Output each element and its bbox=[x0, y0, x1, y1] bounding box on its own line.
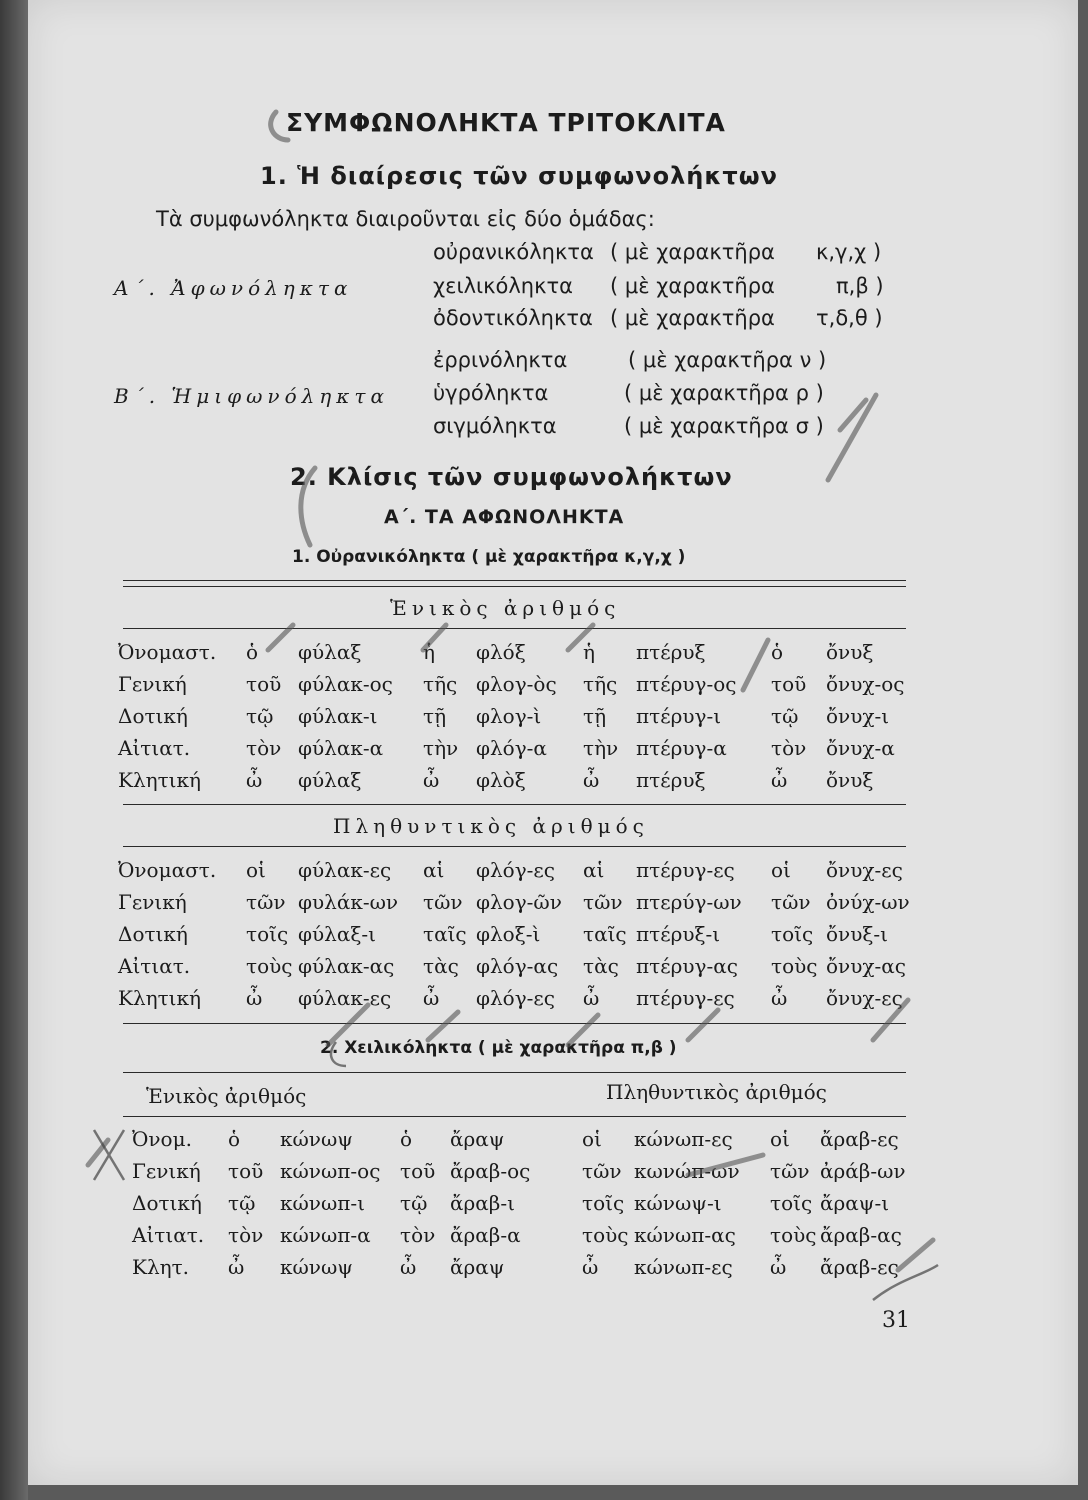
noun-form-cell: φλογ-ὶ bbox=[476, 704, 542, 728]
article-cell: ὁ bbox=[771, 640, 784, 664]
noun-form-cell: πτέρυγ-ος bbox=[636, 672, 737, 696]
article-cell: τοῦ bbox=[771, 672, 807, 696]
case-label: Αἰτιατ. bbox=[132, 1223, 205, 1247]
groupA-label: Α΄. Ἀφωνόληκτα bbox=[114, 276, 353, 300]
noun-form-cell: πτέρυξ-ι bbox=[636, 922, 721, 946]
article-cell: τὸν bbox=[771, 736, 807, 760]
section1-heading: 1. Ἡ διαίρεσις τῶν συμφωνολήκτων bbox=[260, 162, 778, 190]
article-cell: τὸν bbox=[246, 736, 282, 760]
noun-form-cell: φύλακ-α bbox=[298, 736, 384, 760]
noun-form-cell: πτέρυγ-ι bbox=[636, 704, 722, 728]
article-cell: τῷ bbox=[246, 704, 274, 728]
pencil-mark bbox=[840, 400, 866, 430]
groupA-name: χειλικόληκτα bbox=[433, 274, 573, 298]
table1-bottom-rule bbox=[123, 1023, 906, 1024]
noun-form-cell: ἄραβ-ες bbox=[820, 1127, 899, 1151]
noun-form-cell: φλογ-ῶν bbox=[476, 890, 562, 914]
noun-form-cell: ἄραβ-ες bbox=[820, 1255, 899, 1279]
noun-form-cell: φλόγ-ες bbox=[476, 858, 555, 882]
noun-form-cell: κώνωψ bbox=[280, 1255, 353, 1279]
noun-form-cell: φύλακ-ες bbox=[298, 858, 392, 882]
noun-form-cell: κώνωπ-ες bbox=[634, 1255, 733, 1279]
article-cell: ὁ bbox=[228, 1127, 241, 1151]
table1-singular-rule bbox=[123, 628, 906, 629]
groupA-name: ὀδοντικόληκτα bbox=[433, 306, 593, 330]
table1-mid-rule bbox=[123, 804, 906, 805]
noun-form-cell: ὄνυχ-ι bbox=[826, 704, 890, 728]
noun-form-cell: πτέρυγ-ες bbox=[636, 986, 735, 1010]
noun-form-cell: ὄνυχ-ες bbox=[826, 858, 903, 882]
noun-form-cell: κώνωπ-ι bbox=[280, 1191, 366, 1215]
case-label: Ὀνομαστ. bbox=[118, 858, 217, 882]
article-cell: τῷ bbox=[228, 1191, 256, 1215]
case-label: Αἰτιατ. bbox=[118, 954, 191, 978]
noun-form-cell: κώνωψ bbox=[280, 1127, 353, 1151]
article-cell: τῶν bbox=[423, 890, 463, 914]
noun-form-cell: φλόξ bbox=[476, 640, 526, 664]
groupA-chars: τ,δ,θ ) bbox=[816, 306, 883, 330]
groupB-label: Β΄. Ἡμιφωνόληκτα bbox=[114, 384, 389, 408]
noun-form-cell: ὄνυξ-ι bbox=[826, 922, 888, 946]
page-title: ΣΥΜΦΩΝΟΛΗΚΤΑ ΤΡΙΤΟΚΛΙΤΑ bbox=[286, 108, 726, 137]
article-cell: τοῦ bbox=[400, 1159, 436, 1183]
noun-form-cell: ὄνυξ bbox=[826, 640, 874, 664]
article-cell: τῇ bbox=[423, 704, 447, 728]
article-cell: ἡ bbox=[423, 640, 435, 664]
noun-form-cell: πτέρυγ-ας bbox=[636, 954, 738, 978]
article-cell: τῶν bbox=[583, 890, 623, 914]
section2-heading: 2. Κλίσις τῶν συμφωνολήκτων bbox=[290, 463, 733, 491]
noun-form-cell: ἄραβ-α bbox=[450, 1223, 521, 1247]
pencil-cross bbox=[94, 1130, 124, 1180]
article-cell: τοὺς bbox=[582, 1223, 629, 1247]
article-cell: τὴν bbox=[583, 736, 619, 760]
article-cell: ὦ bbox=[246, 768, 263, 792]
article-cell: αἱ bbox=[423, 858, 445, 882]
section1-intro: Τὰ συμφωνόληκτα διαιροῦνται εἰς δύο ὁμάδας: bbox=[156, 207, 655, 231]
table1-caption: 1. Οὐρανικόληκτα ( μὲ χαρακτῆρα κ,γ,χ ) bbox=[292, 547, 686, 567]
article-cell: τὸν bbox=[400, 1223, 436, 1247]
noun-form-cell: φυλάκ-ων bbox=[298, 890, 399, 914]
table1-top-rule bbox=[123, 580, 906, 581]
noun-form-cell: πτερύγ-ων bbox=[636, 890, 742, 914]
noun-form-cell: ὄνυχ-ας bbox=[826, 954, 906, 978]
article-cell: ὦ bbox=[771, 986, 788, 1010]
groupB-desc: ( μὲ χαρακτῆρα ν ) bbox=[628, 348, 827, 372]
article-cell: ὁ bbox=[400, 1127, 413, 1151]
article-cell: τοῖς bbox=[770, 1191, 813, 1215]
groupB-name: ἐρρινόληκτα bbox=[433, 348, 568, 372]
groupA-name: οὐρανικόληκτα bbox=[433, 240, 594, 264]
case-label: Γενική bbox=[132, 1159, 201, 1183]
case-label: Γενική bbox=[118, 672, 187, 696]
noun-form-cell: φύλακ-ας bbox=[298, 954, 395, 978]
article-cell: τῷ bbox=[771, 704, 799, 728]
article-cell: τῇ bbox=[583, 704, 607, 728]
article-cell: ὦ bbox=[582, 1255, 599, 1279]
case-label: Δοτική bbox=[132, 1191, 202, 1215]
article-cell: ὦ bbox=[770, 1255, 787, 1279]
groupB-desc: ( μὲ χαρακτῆρα σ ) bbox=[624, 414, 824, 438]
section2-subheading: Α΄. ΤΑ ΑΦΩΝΟΛΗΚΤΑ bbox=[384, 506, 625, 528]
pencil-mark bbox=[88, 1140, 108, 1165]
noun-form-cell: ὄνυχ-α bbox=[826, 736, 895, 760]
page-number: 31 bbox=[882, 1308, 910, 1333]
table2-caption: 2. Χειλικόληκτα ( μὲ χαρακτῆρα π,β ) bbox=[320, 1038, 677, 1058]
article-cell: τοὺς bbox=[246, 954, 293, 978]
noun-form-cell: κώνωπ-ος bbox=[280, 1159, 381, 1183]
noun-form-cell: φύλακ-ες bbox=[298, 986, 392, 1010]
table1-plural-rule bbox=[123, 846, 906, 847]
article-cell: ὦ bbox=[246, 986, 263, 1010]
table2-header-rule bbox=[123, 1116, 906, 1117]
noun-form-cell: φύλακ-ος bbox=[298, 672, 393, 696]
noun-form-cell: φύλαξ bbox=[298, 768, 362, 792]
article-cell: τὰς bbox=[583, 954, 619, 978]
groupB-desc: ( μὲ χαρακτῆρα ρ ) bbox=[624, 381, 824, 405]
article-cell: ὦ bbox=[423, 768, 440, 792]
article-cell: τῷ bbox=[400, 1191, 428, 1215]
pencil-cross bbox=[94, 1130, 124, 1180]
groupB-name: σιγμόληκτα bbox=[433, 414, 557, 438]
table1-top-rule-2 bbox=[123, 586, 906, 587]
article-cell: ἡ bbox=[583, 640, 595, 664]
article-cell: οἱ bbox=[582, 1127, 602, 1151]
case-label: Ὀνομ. bbox=[132, 1127, 192, 1151]
article-cell: τοῦ bbox=[228, 1159, 264, 1183]
noun-form-cell: κώνωπ-ας bbox=[634, 1223, 736, 1247]
book-spine bbox=[0, 0, 28, 1500]
noun-form-cell: ἄραψ bbox=[450, 1255, 505, 1279]
groupA-chars: κ,γ,χ ) bbox=[816, 240, 882, 264]
table1-plural-label: Πληθυντικὸς ἀριθμός bbox=[333, 814, 649, 838]
noun-form-cell: φλὸξ bbox=[476, 768, 526, 792]
noun-form-cell: φλοξ-ὶ bbox=[476, 922, 541, 946]
case-label: Αἰτιατ. bbox=[118, 736, 191, 760]
article-cell: τῶν bbox=[770, 1159, 810, 1183]
noun-form-cell: φύλακ-ι bbox=[298, 704, 378, 728]
article-cell: ὦ bbox=[228, 1255, 245, 1279]
article-cell: οἱ bbox=[246, 858, 266, 882]
article-cell: τὸν bbox=[228, 1223, 264, 1247]
noun-form-cell: φλογ-ὸς bbox=[476, 672, 557, 696]
table2-singular-label: Ἑνικὸς ἀριθμός bbox=[146, 1084, 307, 1108]
article-cell: τοὺς bbox=[770, 1223, 817, 1247]
case-label: Γενική bbox=[118, 890, 187, 914]
article-cell: τοὺς bbox=[771, 954, 818, 978]
article-cell: αἱ bbox=[583, 858, 605, 882]
table1-singular-label: Ἑνικὸς ἀριθμός bbox=[390, 596, 621, 620]
groupA-chars: π,β ) bbox=[836, 274, 884, 298]
noun-form-cell: ἄραβ-ι bbox=[450, 1191, 515, 1215]
noun-form-cell: κωνώπ-ων bbox=[634, 1159, 740, 1183]
table2-plural-label: Πληθυντικὸς ἀριθμός bbox=[606, 1080, 827, 1104]
case-label: Κλητ. bbox=[132, 1255, 190, 1279]
case-label: Κλητική bbox=[118, 986, 201, 1010]
article-cell: τῶν bbox=[246, 890, 286, 914]
noun-form-cell: ἄραβ-ος bbox=[450, 1159, 531, 1183]
article-cell: ὦ bbox=[771, 768, 788, 792]
article-cell: τοῖς bbox=[771, 922, 814, 946]
noun-form-cell: πτέρυξ bbox=[636, 640, 706, 664]
article-cell: τῆς bbox=[423, 672, 458, 696]
noun-form-cell: πτέρυγ-α bbox=[636, 736, 727, 760]
noun-form-cell: φλόγ-α bbox=[476, 736, 547, 760]
case-label: Δοτική bbox=[118, 922, 188, 946]
noun-form-cell: ἀράβ-ων bbox=[820, 1159, 906, 1183]
article-cell: ὦ bbox=[400, 1255, 417, 1279]
table2-top-rule bbox=[123, 1072, 906, 1073]
article-cell: ὦ bbox=[583, 768, 600, 792]
groupA-desc: ( μὲ χαρακτῆρα bbox=[610, 240, 775, 264]
pencil-mark bbox=[688, 1010, 718, 1040]
noun-form-cell: φύλαξ bbox=[298, 640, 362, 664]
article-cell: τῆς bbox=[583, 672, 618, 696]
article-cell: ὦ bbox=[423, 986, 440, 1010]
article-cell: τοῖς bbox=[582, 1191, 625, 1215]
article-cell: ταῖς bbox=[583, 922, 627, 946]
case-label: Δοτική bbox=[118, 704, 188, 728]
noun-form-cell: φλόγ-ας bbox=[476, 954, 559, 978]
noun-form-cell: ἄραψ-ι bbox=[820, 1191, 890, 1215]
noun-form-cell: ἄραψ bbox=[450, 1127, 505, 1151]
book-page bbox=[28, 0, 1078, 1485]
article-cell: τῶν bbox=[771, 890, 811, 914]
article-cell: ταῖς bbox=[423, 922, 467, 946]
article-cell: τοῦ bbox=[246, 672, 282, 696]
article-cell: ὦ bbox=[583, 986, 600, 1010]
article-cell: οἱ bbox=[770, 1127, 790, 1151]
article-cell: τὰς bbox=[423, 954, 459, 978]
pencil-mark bbox=[898, 1240, 933, 1270]
noun-form-cell: ὀνύχ-ων bbox=[826, 890, 910, 914]
noun-form-cell: πτέρυγ-ες bbox=[636, 858, 735, 882]
pencil-mark bbox=[428, 1012, 458, 1040]
case-label: Ὀνομαστ. bbox=[118, 640, 217, 664]
noun-form-cell: ὄνυχ-ος bbox=[826, 672, 905, 696]
article-cell: τῶν bbox=[582, 1159, 622, 1183]
article-cell: τὴν bbox=[423, 736, 459, 760]
noun-form-cell: ὄνυχ-ες bbox=[826, 986, 903, 1010]
noun-form-cell: φύλαξ-ι bbox=[298, 922, 376, 946]
noun-form-cell: κώνωπ-α bbox=[280, 1223, 371, 1247]
noun-form-cell: κώνωπ-ες bbox=[634, 1127, 733, 1151]
article-cell: οἱ bbox=[771, 858, 791, 882]
noun-form-cell: πτέρυξ bbox=[636, 768, 706, 792]
article-cell: ὁ bbox=[246, 640, 259, 664]
noun-form-cell: ὄνυξ bbox=[826, 768, 874, 792]
groupA-desc: ( μὲ χαρακτῆρα bbox=[610, 306, 775, 330]
case-label: Κλητική bbox=[118, 768, 201, 792]
noun-form-cell: ἄραβ-ας bbox=[820, 1223, 902, 1247]
article-cell: τοῖς bbox=[246, 922, 289, 946]
pencil-mark bbox=[828, 395, 876, 480]
pencil-mark bbox=[743, 640, 768, 690]
groupA-desc: ( μὲ χαρακτῆρα bbox=[610, 274, 775, 298]
noun-form-cell: φλόγ-ες bbox=[476, 986, 555, 1010]
groupB-name: ὑγρόληκτα bbox=[433, 381, 549, 405]
noun-form-cell: κώνωψ-ι bbox=[634, 1191, 722, 1215]
